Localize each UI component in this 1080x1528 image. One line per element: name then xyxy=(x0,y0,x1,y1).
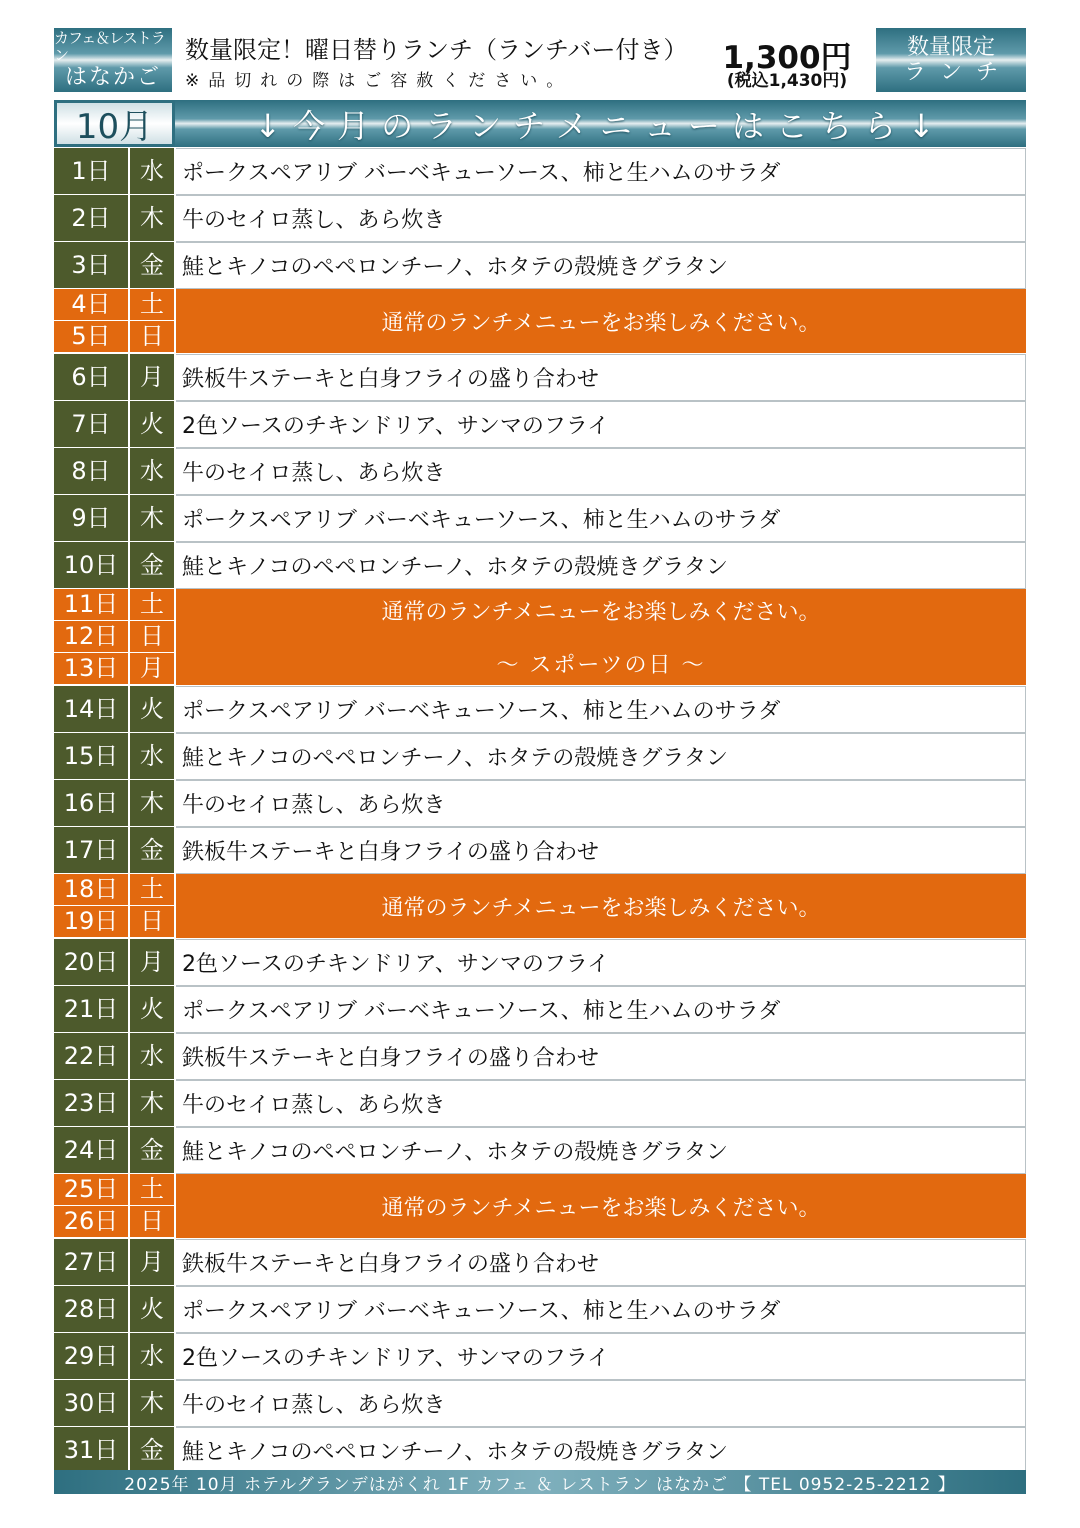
weekday-label: 火 xyxy=(130,401,174,447)
weekday-label: 土 xyxy=(130,1174,174,1205)
badge-line1: 数量限定 xyxy=(906,34,995,60)
day-number: 4日 xyxy=(54,289,128,320)
day-number: 9日 xyxy=(54,495,128,541)
weekday-label: 土 xyxy=(130,589,174,620)
table-row xyxy=(54,1286,1026,1333)
day-number: 18日 xyxy=(54,874,128,905)
day-number: 16日 xyxy=(54,780,128,826)
weekday-label: 水 xyxy=(130,1033,174,1079)
day-number: 15日 xyxy=(54,733,128,779)
footer: 2025年 10月 ホテルグランデはがくれ 1F カフェ ＆ レストラン はなかご 【 TEL 0952-25-2212 】 xyxy=(54,1470,1026,1494)
weekday-label: 日 xyxy=(130,321,174,352)
weekday-label: 日 xyxy=(130,621,174,652)
menu-text: 鮭とキノコのペペロンチーノ、ホタテの殻焼きグラタン xyxy=(176,733,1026,780)
sold-out-notice: ※品切れの際はご容赦ください。 xyxy=(185,71,573,91)
day-number: 11日 xyxy=(54,589,128,620)
day-number: 19日 xyxy=(54,906,128,937)
day-number: 8日 xyxy=(54,448,128,494)
table-row xyxy=(54,1380,1026,1427)
day-number: 21日 xyxy=(54,986,128,1032)
menu-text: 2色ソースのチキンドリア、サンマのフライ xyxy=(176,939,1026,986)
weekday-label: 木 xyxy=(130,780,174,826)
date-cell xyxy=(54,589,174,620)
menu-text: ポークスペアリブ バーベキューソース、柿と生ハムのサラダ xyxy=(176,148,1026,195)
day-number: 29日 xyxy=(54,1333,128,1379)
date-cell xyxy=(54,621,174,652)
day-number: 14日 xyxy=(54,686,128,732)
table-row xyxy=(54,1127,1026,1174)
weekend-text: 通常のランチメニューをお楽しみください。 xyxy=(381,600,821,625)
table-row xyxy=(54,401,1026,448)
menu-text: 鮭とキノコのペペロンチーノ、ホタテの殻焼きグラタン xyxy=(176,242,1026,289)
table-row xyxy=(54,733,1026,780)
date-cell xyxy=(54,939,174,985)
weekday-label: 金 xyxy=(130,1127,174,1173)
holiday-text: ～ スポーツの日 ～ xyxy=(496,653,706,678)
weekday-label: 木 xyxy=(130,1380,174,1426)
day-number: 10日 xyxy=(54,542,128,588)
table-row xyxy=(54,1080,1026,1127)
table-row xyxy=(54,686,1026,733)
price-tax: (税込1,430円) xyxy=(726,71,848,91)
date-cell xyxy=(54,827,174,873)
limited-badge xyxy=(876,28,1026,92)
menu-text: 牛のセイロ蒸し、あら炊き xyxy=(176,195,1026,242)
date-cell xyxy=(54,653,174,684)
date-cell xyxy=(54,1333,174,1379)
date-cell xyxy=(54,495,174,541)
day-number: 20日 xyxy=(54,939,128,985)
weekday-label: 水 xyxy=(130,733,174,779)
weekday-label: 月 xyxy=(130,354,174,400)
weekend-group xyxy=(54,874,1026,939)
month-header xyxy=(54,100,1026,147)
day-number: 28日 xyxy=(54,1286,128,1332)
weekday-label: 金 xyxy=(130,242,174,288)
day-number: 1日 xyxy=(54,148,128,194)
day-number: 5日 xyxy=(54,321,128,352)
weekday-label: 金 xyxy=(130,827,174,873)
date-cell xyxy=(54,242,174,288)
date-cell xyxy=(54,1033,174,1079)
day-number: 6日 xyxy=(54,354,128,400)
table-row xyxy=(54,542,1026,589)
weekend-text: 通常のランチメニューをお楽しみください。 xyxy=(381,895,821,921)
weekday-label: 金 xyxy=(130,542,174,588)
date-cell xyxy=(54,1206,174,1237)
menu-text: 牛のセイロ蒸し、あら炊き xyxy=(176,1080,1026,1127)
menu-text: 鉄板牛ステーキと白身フライの盛り合わせ xyxy=(176,827,1026,874)
date-cell xyxy=(54,289,174,320)
weekend-text: 通常のランチメニューをお楽しみください。 xyxy=(381,1195,821,1221)
date-cell xyxy=(54,1080,174,1126)
date-cell xyxy=(54,448,174,494)
date-cell xyxy=(54,1127,174,1173)
table-row xyxy=(54,939,1026,986)
table-row xyxy=(54,1427,1026,1474)
date-cell xyxy=(54,874,174,905)
date-cell xyxy=(54,354,174,400)
day-number: 30日 xyxy=(54,1380,128,1426)
date-cell xyxy=(54,986,174,1032)
weekday-label: 水 xyxy=(130,448,174,494)
menu-text: ポークスペアリブ バーベキューソース、柿と生ハムのサラダ xyxy=(176,495,1026,542)
page-title: 数量限定！曜日替りランチ（ランチバー付き） xyxy=(185,36,688,64)
menu-text: 牛のセイロ蒸し、あら炊き xyxy=(176,448,1026,495)
date-cell xyxy=(54,542,174,588)
month-label: 10月 xyxy=(57,103,172,144)
table-row xyxy=(54,827,1026,874)
date-cell xyxy=(54,686,174,732)
table-row xyxy=(54,495,1026,542)
weekend-notice xyxy=(176,874,1026,938)
table-row xyxy=(54,195,1026,242)
menu-text: ポークスペアリブ バーベキューソース、柿と生ハムのサラダ xyxy=(176,686,1026,733)
day-number: 13日 xyxy=(54,653,128,684)
weekday-label: 月 xyxy=(130,653,174,684)
table-row xyxy=(54,242,1026,289)
table-row xyxy=(54,1033,1026,1080)
weekday-label: 土 xyxy=(130,289,174,320)
table-row xyxy=(54,354,1026,401)
weekday-label: 水 xyxy=(130,1333,174,1379)
day-number: 7日 xyxy=(54,401,128,447)
logo-line1: カフェ＆レストラン xyxy=(54,29,165,65)
table-row xyxy=(54,986,1026,1033)
day-number: 25日 xyxy=(54,1174,128,1205)
menu-text: 2色ソースのチキンドリア、サンマのフライ xyxy=(176,401,1026,448)
menu-text: ポークスペアリブ バーベキューソース、柿と生ハムのサラダ xyxy=(176,1286,1026,1333)
menu-text: 鉄板牛ステーキと白身フライの盛り合わせ xyxy=(176,1033,1026,1080)
weekday-label: 火 xyxy=(130,1286,174,1332)
weekend-group xyxy=(54,589,1026,686)
menu-text: 牛のセイロ蒸し、あら炊き xyxy=(176,1380,1026,1427)
date-cell xyxy=(54,733,174,779)
weekday-label: 月 xyxy=(130,939,174,985)
day-number: 27日 xyxy=(54,1239,128,1285)
weekday-label: 日 xyxy=(130,906,174,937)
day-number: 24日 xyxy=(54,1127,128,1173)
date-cell xyxy=(54,321,174,352)
date-cell xyxy=(54,401,174,447)
day-number: 2日 xyxy=(54,195,128,241)
day-number: 23日 xyxy=(54,1080,128,1126)
date-cell xyxy=(54,1174,174,1205)
menu-text: 鮭とキノコのペペロンチーノ、ホタテの殻焼きグラタン xyxy=(176,542,1026,589)
table-row xyxy=(54,780,1026,827)
date-cell xyxy=(54,1239,174,1285)
weekday-label: 土 xyxy=(130,874,174,905)
weekday-label: 木 xyxy=(130,195,174,241)
date-cell xyxy=(54,148,174,194)
weekend-notice xyxy=(176,1174,1026,1238)
badge-line2: ランチ xyxy=(903,60,1012,85)
table-row xyxy=(54,148,1026,195)
logo xyxy=(54,28,172,92)
menu-text: 牛のセイロ蒸し、あら炊き xyxy=(176,780,1026,827)
menu-text: 鮭とキノコのペペロンチーノ、ホタテの殻焼きグラタン xyxy=(176,1427,1026,1474)
date-cell xyxy=(54,195,174,241)
menu-text: ポークスペアリブ バーベキューソース、柿と生ハムのサラダ xyxy=(176,986,1026,1033)
day-number: 22日 xyxy=(54,1033,128,1079)
weekday-label: 木 xyxy=(130,1080,174,1126)
month-label-box xyxy=(54,100,175,147)
weekday-label: 火 xyxy=(130,686,174,732)
date-cell xyxy=(54,906,174,937)
table-row xyxy=(54,1239,1026,1286)
menu-text: 鉄板牛ステーキと白身フライの盛り合わせ xyxy=(176,1239,1026,1286)
day-number: 17日 xyxy=(54,827,128,873)
weekend-notice xyxy=(176,589,1026,685)
table-row xyxy=(54,1333,1026,1380)
date-cell xyxy=(54,1380,174,1426)
weekend-text: 通常のランチメニューをお楽しみください。 xyxy=(381,310,821,336)
menu-text: 鉄板牛ステーキと白身フライの盛り合わせ xyxy=(176,354,1026,401)
date-cell xyxy=(54,1427,174,1473)
menu-text: 鮭とキノコのペペロンチーノ、ホタテの殻焼きグラタン xyxy=(176,1127,1026,1174)
day-number: 3日 xyxy=(54,242,128,288)
weekday-label: 月 xyxy=(130,1239,174,1285)
date-cell xyxy=(54,1286,174,1332)
logo-line2: はなかご xyxy=(64,64,161,90)
weekday-label: 火 xyxy=(130,986,174,1032)
weekend-notice xyxy=(176,289,1026,353)
weekday-label: 日 xyxy=(130,1206,174,1237)
menu-banner: ↓今月のランチメニューはこちら↓ xyxy=(175,100,1026,147)
price: 1,300円 xyxy=(722,40,852,76)
menu-text: 2色ソースのチキンドリア、サンマのフライ xyxy=(176,1333,1026,1380)
day-number: 12日 xyxy=(54,621,128,652)
weekday-label: 木 xyxy=(130,495,174,541)
weekend-group xyxy=(54,1174,1026,1239)
weekday-label: 水 xyxy=(130,148,174,194)
date-cell xyxy=(54,780,174,826)
weekend-group xyxy=(54,289,1026,354)
weekday-label: 金 xyxy=(130,1427,174,1473)
day-number: 31日 xyxy=(54,1427,128,1473)
table-row xyxy=(54,448,1026,495)
day-number: 26日 xyxy=(54,1206,128,1237)
